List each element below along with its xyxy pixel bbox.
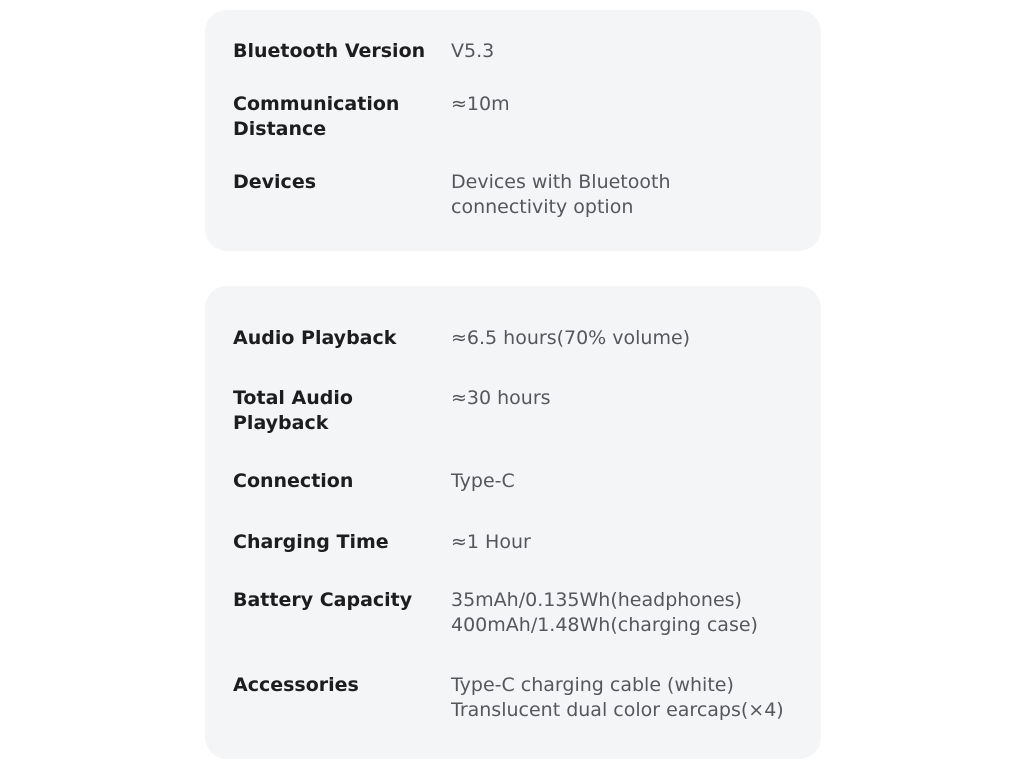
spec-value: Type-C charging cable (white) Translucent dual color earcaps(×4) — [451, 674, 784, 721]
spec-value: ≈1 Hour — [451, 531, 531, 553]
spec-label: Connection — [233, 470, 354, 492]
spec-value: ≈6.5 hours(70% volume) — [451, 327, 691, 349]
spec-value: ≈10m — [451, 93, 510, 115]
connectivity-specs-card — [205, 10, 821, 251]
spec-label: Accessories — [233, 674, 359, 696]
spec-label: Battery Capacity — [233, 589, 413, 611]
spec-label: Communication Distance — [233, 93, 400, 140]
battery-specs-card — [205, 286, 821, 759]
spec-label: Audio Playback — [233, 327, 397, 349]
spec-label: Total Audio Playback — [233, 387, 353, 434]
spec-label: Devices — [233, 171, 317, 193]
spec-label: Charging Time — [233, 531, 389, 553]
spec-value: V5.3 — [451, 40, 495, 62]
spec-value: ≈30 hours — [451, 387, 551, 409]
spec-value: Type-C — [451, 470, 515, 492]
spec-label: Bluetooth Version — [233, 40, 426, 62]
spec-value: Devices with Bluetooth connectivity option — [451, 171, 671, 218]
spec-value: 35mAh/0.135Wh(headphones) 400mAh/1.48Wh(charging case) — [451, 589, 758, 636]
